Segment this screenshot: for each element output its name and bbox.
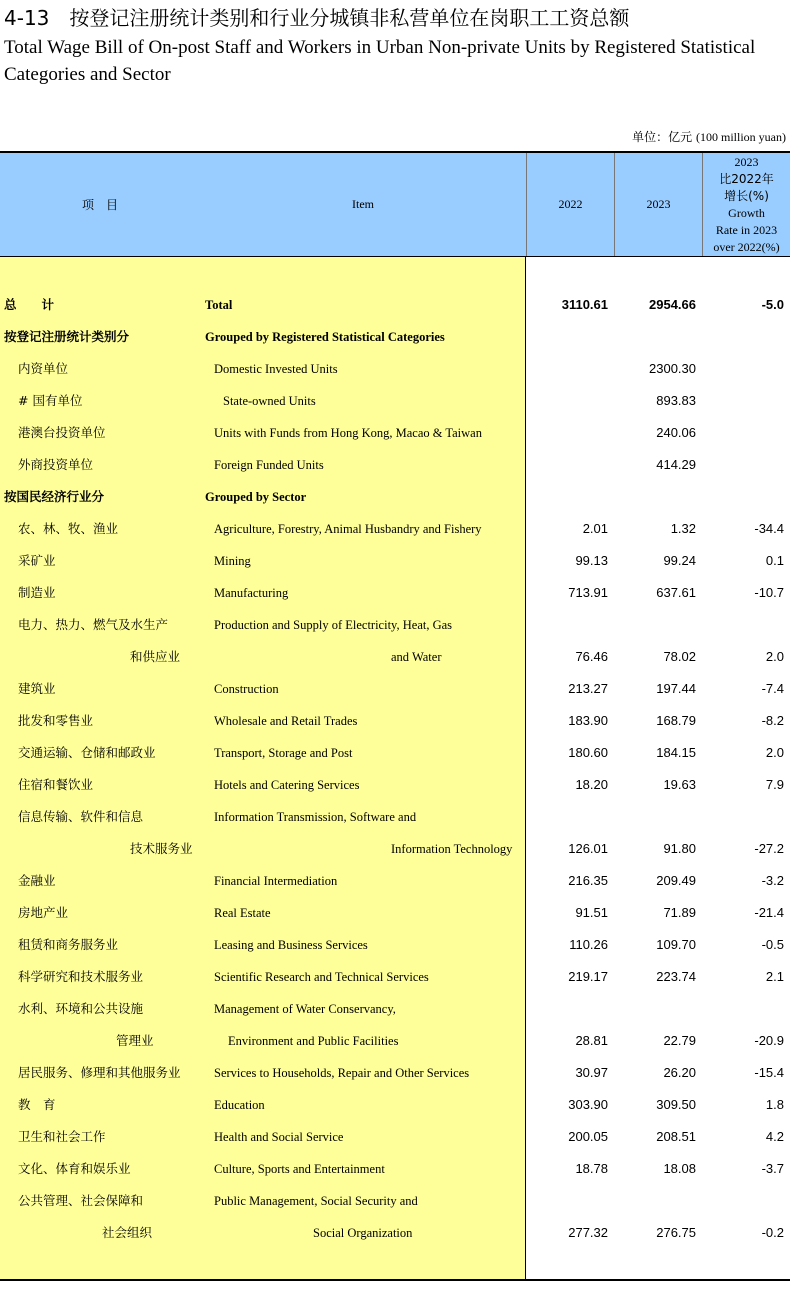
cell-2022: 110.26 (569, 937, 608, 952)
table-row (0, 833, 790, 865)
row-label-cn: 按国民经济行业分 (4, 489, 105, 504)
row-label-cn: 文化、体育和娱乐业 (18, 1161, 131, 1176)
unit-label-en: (100 million yuan) (696, 130, 786, 144)
row-label-cn: 农、林、牧、渔业 (18, 521, 119, 536)
cell-2022: 18.78 (575, 1161, 608, 1176)
table-row (0, 449, 790, 481)
cell-2023: 276.75 (656, 1225, 696, 1240)
cell-2022: 76.46 (575, 649, 608, 664)
cell-2023: 109.70 (656, 937, 696, 952)
row-label-en: Health and Social Service (214, 1130, 344, 1144)
row-label-cn: 社会组织 (102, 1225, 153, 1240)
cell-2023: 309.50 (656, 1097, 696, 1112)
row-label-cn: 外商投资单位 (18, 457, 94, 472)
row-label-cn: 批发和零售业 (18, 713, 94, 728)
cell-2023: 223.74 (656, 969, 696, 984)
table-row (0, 1121, 790, 1153)
cell-2022: 180.60 (568, 745, 608, 760)
table-row (0, 737, 790, 769)
row-label-cn: 采矿业 (18, 553, 56, 568)
table-row (0, 1185, 790, 1217)
cell-2022: 99.13 (575, 553, 608, 568)
row-label-en: Units with Funds from Hong Kong, Macao & Taiwan (214, 426, 482, 440)
row-label-cn: 科学研究和技术服务业 (18, 969, 144, 984)
row-label-cn: 租赁和商务服务业 (18, 937, 119, 952)
cell-2023: 2300.30 (649, 361, 696, 376)
cell-2022: 126.01 (568, 841, 608, 856)
table-row (0, 993, 790, 1025)
header-growth (702, 153, 790, 256)
cell-2023: 209.49 (656, 873, 696, 888)
header-growth-line: 比2022年 (719, 171, 774, 186)
header-growth-line: over 2022(%) (713, 239, 780, 254)
table-row (0, 513, 790, 545)
table-row (0, 321, 790, 353)
cell-2023: 184.15 (656, 745, 696, 760)
table-row (0, 769, 790, 801)
row-label-en: Foreign Funded Units (214, 458, 324, 472)
cell-2023: 19.63 (663, 777, 696, 792)
cell-growth: 1.8 (765, 1097, 784, 1112)
cell-growth: -10.7 (754, 585, 784, 600)
cell-2023: 637.61 (656, 585, 696, 600)
table-body (0, 257, 790, 1281)
table-row (0, 801, 790, 833)
row-label-cn: 技术服务业 (130, 841, 193, 856)
header-growth-line: Rate in 2023 (715, 222, 778, 237)
row-label-cn: 制造业 (18, 585, 56, 600)
row-label-cn: 和供应业 (130, 649, 181, 664)
row-label-cn: 电力、热力、燃气及水生产 (18, 617, 169, 632)
table-rows (0, 289, 790, 1249)
row-label-en: State-owned Units (223, 394, 316, 408)
row-label-cn: 居民服务、修理和其他服务业 (18, 1065, 181, 1080)
row-label-cn: 交通运输、仓储和邮政业 (18, 745, 156, 760)
row-label-en: Wholesale and Retail Trades (214, 714, 358, 728)
cell-2022: 91.51 (575, 905, 608, 920)
cell-2023: 71.89 (663, 905, 696, 920)
cell-2022: 18.20 (575, 777, 608, 792)
cell-growth: 0.1 (765, 553, 784, 568)
cell-2023: 2954.66 (649, 297, 696, 312)
cell-2022: 216.35 (568, 873, 608, 888)
row-label-en: Information Technology (391, 842, 513, 856)
cell-growth: 7.9 (765, 777, 784, 792)
cell-2023: 99.24 (663, 553, 696, 568)
row-label-en: Grouped by Registered Statistical Categories (205, 330, 445, 344)
row-label-cn: 公共管理、社会保障和 (18, 1193, 144, 1208)
row-label-cn: 金融业 (18, 873, 56, 888)
cell-growth: -3.2 (761, 873, 784, 888)
table-row (0, 929, 790, 961)
cell-2023: 893.83 (656, 393, 696, 408)
cell-2022: 277.32 (568, 1225, 608, 1240)
cell-2023: 22.79 (663, 1033, 696, 1048)
row-label-en: Hotels and Catering Services (214, 778, 360, 792)
cell-2022: 200.05 (568, 1129, 608, 1144)
header-item-en: Item (352, 197, 374, 211)
cell-2022: 303.90 (568, 1097, 608, 1112)
table-row (0, 481, 790, 513)
cell-growth: -7.4 (761, 681, 784, 696)
cell-2023: 414.29 (656, 457, 696, 472)
table-row (0, 353, 790, 385)
cell-2022: 713.91 (568, 585, 608, 600)
table-title-english: Total Wage Bill of On-post Staff and Workers in Urban Non-private Units by Registered Statistical Categories and Sector (4, 37, 756, 85)
table-row (0, 385, 790, 417)
row-label-cn: 水利、环境和公共设施 (18, 1001, 144, 1016)
row-label-en: Total (205, 298, 233, 312)
unit-label (632, 128, 786, 145)
cell-2023: 208.51 (656, 1129, 696, 1144)
cell-growth: 2.0 (765, 745, 784, 760)
table-row (0, 641, 790, 673)
row-label-en: Leasing and Business Services (214, 938, 368, 952)
table-row (0, 1089, 790, 1121)
cell-growth: -15.4 (754, 1065, 784, 1080)
header-growth-line: Growth (728, 205, 765, 220)
cell-2022: 28.81 (575, 1033, 608, 1048)
row-label-cn: 按登记注册统计类别分 (4, 329, 130, 344)
header-2022: 2022 (526, 153, 614, 256)
table-title-chinese: 4-13 按登记注册统计类别和行业分城镇非私营单位在岗职工工资总额 (4, 6, 630, 30)
table-row (0, 705, 790, 737)
row-label-en: Culture, Sports and Entertainment (214, 1162, 385, 1176)
cell-2023: 168.79 (656, 713, 696, 728)
row-label-en: Public Management, Social Security and (214, 1194, 418, 1208)
cell-2023: 91.80 (663, 841, 696, 856)
table-row (0, 1217, 790, 1249)
cell-growth: 2.1 (765, 969, 784, 984)
cell-growth: -0.2 (761, 1225, 784, 1240)
cell-growth: -5.0 (761, 297, 784, 312)
table-row (0, 897, 790, 929)
row-label-en: Services to Households, Repair and Other Services (214, 1066, 470, 1080)
row-label-en: Education (214, 1098, 265, 1112)
row-label-en: and Water (391, 650, 442, 664)
table-row (0, 609, 790, 641)
cell-growth: -27.2 (754, 841, 784, 856)
row-label-en: Manufacturing (214, 586, 289, 600)
row-label-en: Production and Supply of Electricity, Heat, Gas (214, 618, 453, 632)
table-row (0, 417, 790, 449)
cell-2022: 2.01 (582, 521, 608, 536)
cell-growth: -20.9 (754, 1033, 784, 1048)
table-row (0, 865, 790, 897)
cell-growth: -0.5 (761, 937, 784, 952)
cell-2023: 78.02 (663, 649, 696, 664)
table-row (0, 289, 790, 321)
header-growth-line: 增长(%) (724, 188, 769, 203)
row-label-en: Scientific Research and Technical Services (214, 970, 429, 984)
row-label-cn: 港澳台投资单位 (18, 425, 106, 440)
row-label-en: Environment and Public Facilities (228, 1034, 399, 1048)
row-label-en: Construction (214, 682, 279, 696)
header-2023: 2023 (614, 153, 702, 256)
cell-2022: 30.97 (575, 1065, 608, 1080)
row-label-cn: 管理业 (116, 1033, 154, 1048)
row-label-cn: 房地产业 (18, 905, 69, 920)
cell-2023: 26.20 (663, 1065, 696, 1080)
row-label-en: Mining (214, 554, 251, 568)
cell-growth: 2.0 (765, 649, 784, 664)
cell-growth: -8.2 (761, 713, 784, 728)
cell-growth: -3.7 (761, 1161, 784, 1176)
row-label-cn: 建筑业 (18, 681, 56, 696)
cell-2023: 1.32 (670, 521, 696, 536)
table-row (0, 545, 790, 577)
row-label-en: Management of Water Conservancy, (214, 1002, 396, 1016)
table-header (0, 151, 790, 257)
cell-growth: 4.2 (765, 1129, 784, 1144)
table-row (0, 1057, 790, 1089)
row-label-cn: 内资单位 (18, 361, 69, 376)
table-row (0, 577, 790, 609)
row-label-cn: 信息传输、软件和信息 (18, 809, 144, 824)
cell-2022: 219.17 (568, 969, 608, 984)
row-label-cn: 卫生和社会工作 (18, 1129, 106, 1144)
row-label-en: Domestic Invested Units (214, 362, 338, 376)
row-label-en: Social Organization (313, 1226, 413, 1240)
table-row (0, 1025, 790, 1057)
table-row (0, 1153, 790, 1185)
row-label-en: Agriculture, Forestry, Animal Husbandry and Fishery (214, 522, 482, 536)
row-label-cn: 总 计 (4, 297, 55, 312)
table-row (0, 961, 790, 993)
cell-2022: 3110.61 (561, 297, 608, 312)
row-label-cn: 教 育 (18, 1097, 56, 1112)
cell-growth: -21.4 (754, 905, 784, 920)
row-label-en: Grouped by Sector (205, 490, 307, 504)
row-label-en: Real Estate (214, 906, 271, 920)
header-growth-line: 2023 (734, 154, 759, 169)
cell-2022: 183.90 (568, 713, 608, 728)
row-label-cn: 住宿和餐饮业 (18, 777, 94, 792)
header-item-cn: 项 目 (81, 198, 118, 212)
unit-label-cn: 单位：亿元 (632, 130, 693, 144)
wage-table (0, 151, 790, 1281)
cell-2023: 18.08 (663, 1161, 696, 1176)
row-label-cn: # 国有单位 (18, 393, 83, 408)
table-row (0, 673, 790, 705)
cell-growth: -34.4 (754, 521, 784, 536)
cell-2023: 240.06 (656, 425, 696, 440)
row-label-en: Financial Intermediation (214, 874, 338, 888)
row-label-en: Information Transmission, Software and (214, 810, 417, 824)
row-label-en: Transport, Storage and Post (214, 746, 353, 760)
cell-2022: 213.27 (568, 681, 608, 696)
cell-2023: 197.44 (656, 681, 696, 696)
